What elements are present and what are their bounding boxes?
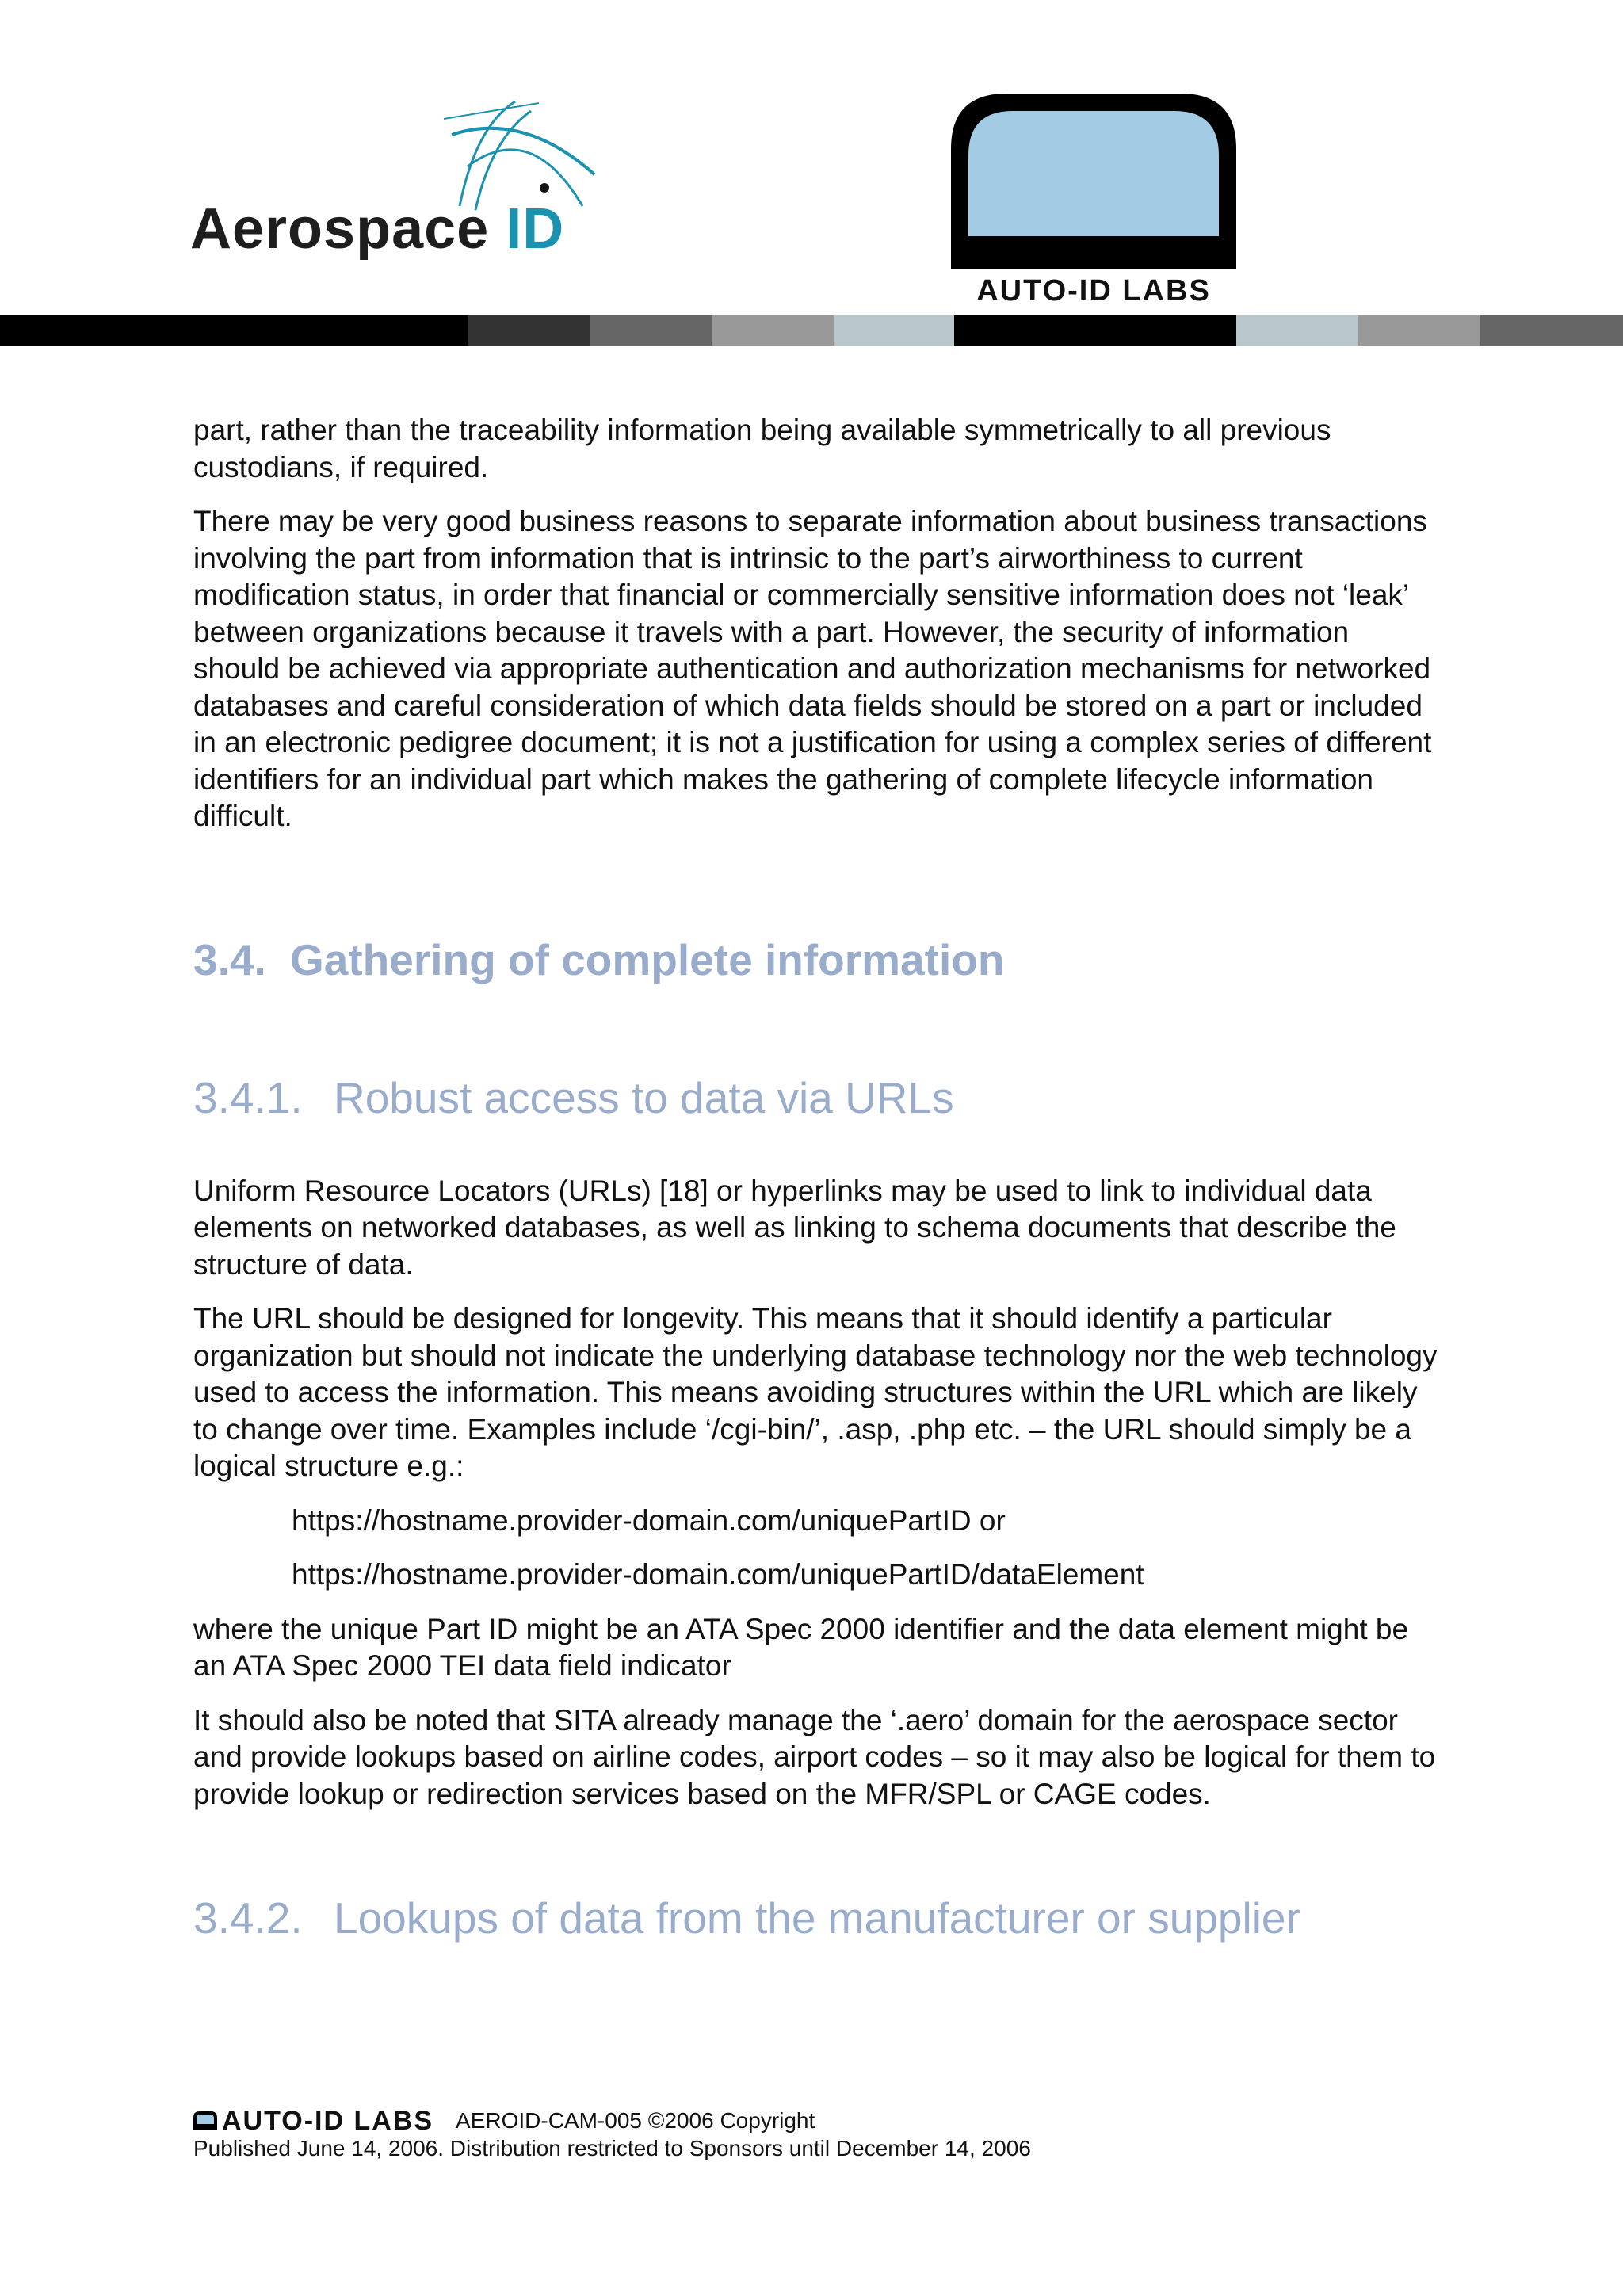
- section-number: 3.4.1.: [193, 1072, 303, 1122]
- auto-id-labs-wordmark: AUTO-ID LABS: [976, 274, 1211, 308]
- section-number: 3.4.: [193, 934, 266, 984]
- section-number: 3.4.2.: [193, 1893, 303, 1943]
- auto-id-mini-icon: [193, 2111, 217, 2130]
- section-heading-3-4-1: [193, 1072, 1438, 1124]
- aerospace-id-logo: [190, 95, 602, 269]
- paragraph-url-longevity: The URL should be designed for longevity. This means that it should identify a particular organization but should not indicate the underlying database technology nor the web technology used to access the information. This means avoiding structures within the URL which are likely to change over time. Examples include ‘/cgi-bin/’, .asp, .php etc. – the URL should simply be a logical structure e.g.:: [193, 1302, 1438, 1482]
- section-heading-3-4: [193, 934, 1438, 986]
- footer-doc-id: AEROID-CAM-005 ©2006 Copyright: [456, 2108, 815, 2133]
- paragraph-urls-intro: Uniform Resource Locators (URLs) [18] or hyperlinks may be used to link to individual data elements on networked databases, as well as linking to schema documents that describe the structure of data.: [193, 1174, 1396, 1281]
- url-example-2: https://hostname.provider-domain.com/uniquePartID/dataElement: [292, 1558, 1144, 1591]
- auto-id-labs-logo: [951, 94, 1236, 308]
- section-heading-3-4-2: [193, 1892, 1438, 1944]
- header-color-stripe: [0, 315, 1623, 346]
- footer-published: Published June 14, 2006. Distribution restricted to Sponsors until December 14, 2006: [193, 2136, 1031, 2160]
- paragraph-sita: It should also be noted that SITA already manage the ‘.aero’ domain for the aerospace sector and provide lookups based on airline codes, airport codes – so it may also be logical for them to provide lookup or redirection services based on the MFR/SPL or CAGE codes.: [193, 1703, 1436, 1810]
- page-footer: [193, 2107, 1461, 2162]
- paragraph-business-reasons: There may be very good business reasons to separate information about business transactions involving the part from information that is intrinsic to the part’s airworthiness to current modification status, in order that financial or commercially sensitive information does not ‘leak’ between organizations because it travels with a part. However, the security of information should be achieved via appropriate authentication and authorization mechanisms for networked databases and careful consideration of which data fields should be stored on a part or included in an electronic pedigree document; it is not a justification for using a complex series of different identifiers for an individual part which makes the gathering of complete lifecycle information difficult.: [193, 505, 1432, 832]
- paragraph-part-id: where the unique Part ID might be an ATA Spec 2000 identifier and the data element might be an ATA Spec 2000 TEI data field indicator: [193, 1612, 1409, 1682]
- section-title: Robust access to data via URLs: [334, 1072, 954, 1122]
- url-example-1: https://hostname.provider-domain.com/uniquePartID or: [292, 1503, 1006, 1537]
- section-title: Gathering of complete information: [290, 934, 1005, 984]
- paragraph-continuation: part, rather than the traceability information being available symmetrically to all previous custodians, if required.: [193, 414, 1331, 483]
- document-body: [193, 412, 1438, 1944]
- footer-brand: AUTO-ID LABS: [193, 2107, 433, 2135]
- section-title: Lookups of data from the manufacturer or supplier: [334, 1893, 1300, 1943]
- auto-id-window-icon: [951, 94, 1236, 269]
- aerospace-id-wordmark: Aerospace ID: [190, 197, 565, 261]
